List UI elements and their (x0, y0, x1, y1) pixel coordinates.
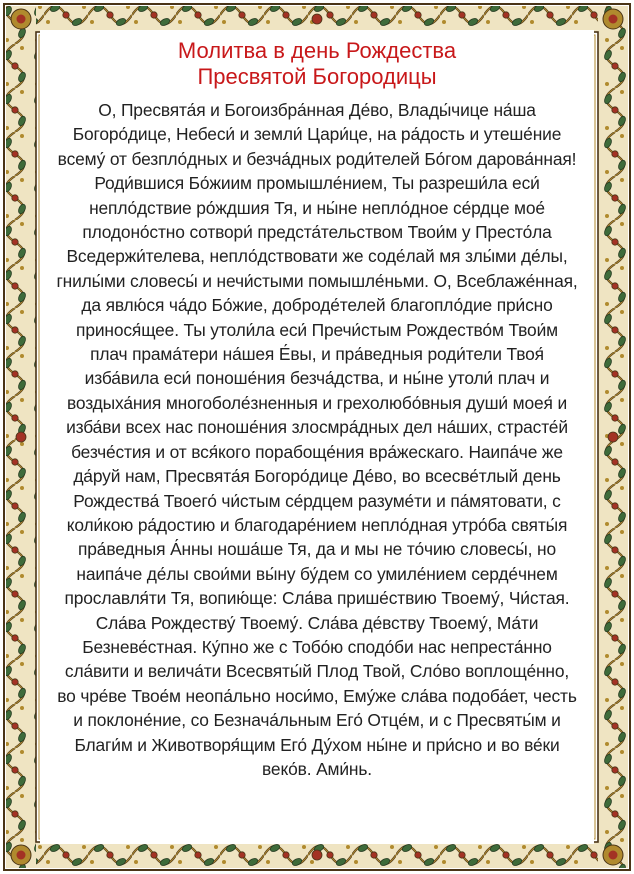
title-line-1: Молитва в день Рождества (177, 38, 457, 63)
prayer-text: О, Пресвята́я и Богоизбра́нная Де́во, Влады́чице на́ша Богоро́дице, Небеси́ и земли́ Цари́це, на ра́дость и утеше́ние всему́ от безпло́дных и безча́дных роди́телей Бо́гом дарова́нная! Роди́вшися Бо́жиим промышле́нием, Ты разреши́ла еси́ непло́дствие ро́ждшия Тя, и ны́не непло́дное се́рдце мое́ плодоно́стно сотвори́ предста́тельством Твои́м у Престо́ла Вседержи́телева, непло́дствовати же соде́лай мя злы́ми де́лы, гнилы́ми словесы́ и нечи́стыми помышле́ньми. О, Всеблаже́нная, да явлю́ся ча́до Бо́жие, доброде́телей благопло́дие при́сно принося́щее. Ты утоли́ла еси́ Пречи́стым Рождество́м Твои́м плач прама́тери на́шея Е́вы, и пра́ведныя роди́тели Твоя́ изба́вила еси́ поноше́ния безча́дства, и ны́не утоли́ плач и воздыха́ния многоболе́зненныя и грехолюбо́вныя души́ моея́ и изба́ви всех нас поноше́ния злосмра́дных дел на́ших, страсте́й безче́стия и от вся́кого порабоще́ния вра́жескаго. Наипа́че же да́руй нам, Пресвята́я Богоро́дице Де́во, во всесве́тлый день Рождества́ Твоего́ чи́стым се́рдцем разуме́ти и па́мятовати, с коли́кою ра́достию и благодаре́нием непло́дная утро́ба святы́я пра́ведныя А́нны ноша́ше Тя, да и мы не то́чию словесы́, но наипа́че де́лы свои́ми вы́ну бу́дем со умиле́нием серде́чнем прославля́ти Тя, вопию́ще: Сла́ва прише́ствию Твоему́, Чи́стая. Сла́ва Рождеству́ Твоему́. Сла́ва де́вству Твоему́, Ма́ти Безневе́стная. Ку́пно же с Тобо́ю сподо́би нас непреста́нно сла́вити и велича́ти Всесвяты́й Плод Твой, Сло́во воплоще́нно, во чре́ве Твое́м неопа́льно носи́мо, Ему́же сла́ва подоба́ет, честь и поклоне́ние, со Безнача́льным Его́ Отце́м, и с Пресвяты́м и Благи́м и Животворя́щим Его́ Ду́хом ны́не и при́сно и во ве́ки веко́в. Ами́нь. (56, 100, 578, 779)
page-title (40, 38, 594, 90)
title-line-2: Пресвятой Богородицы (197, 64, 437, 89)
